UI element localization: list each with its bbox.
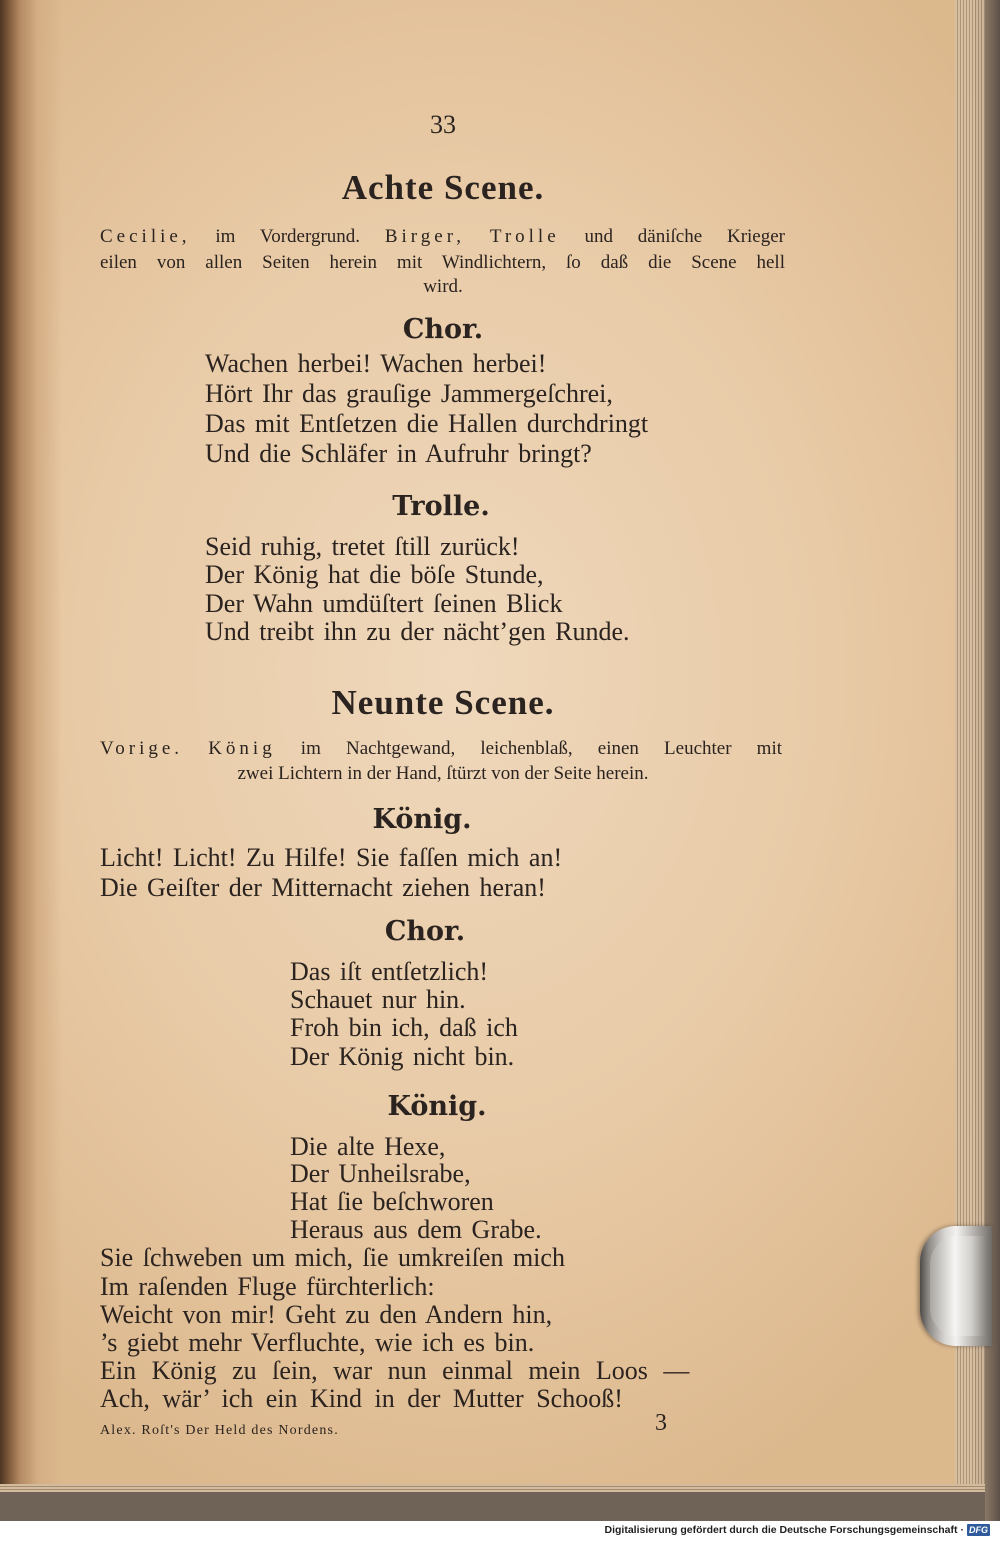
- direction-text: [183, 738, 208, 759]
- verse-line: Licht! Licht! Zu Hilfe! Sie faſſen mich an!: [100, 843, 563, 872]
- verse-line: Hört Ihr das grauſige Jammergeſchrei,: [205, 379, 613, 408]
- direction-text: eilen von allen Seiten herein mit Windlichtern, ſo daß die Scene hell: [100, 252, 785, 273]
- page-clip: [920, 1226, 992, 1346]
- printer-imprint: Alex. Roſt's Der Held des Nordens.: [100, 1423, 339, 1438]
- verse-line: Der Unheilsrabe,: [290, 1159, 471, 1188]
- digitization-notice: [605, 1524, 990, 1536]
- digitization-notice-bar: [0, 1521, 1000, 1541]
- scene-9-stage-direction-line: [143, 763, 743, 785]
- character-name: Trolle: [489, 226, 560, 247]
- page-number: 33: [430, 110, 456, 139]
- speaker-koenig: König.: [372, 804, 472, 835]
- verse-line: ’s giebt mehr Verfluchte, wie ich es bin.: [100, 1328, 535, 1357]
- character-name: Cecilie,: [100, 226, 191, 247]
- verse-line: Das mit Entſetzen die Hallen durchdringt: [205, 409, 649, 438]
- direction-text: wird.: [423, 276, 463, 297]
- character-name: König: [208, 738, 276, 759]
- verse-line: Und die Schläfer in Aufruhr bringt?: [205, 439, 592, 468]
- verse-line: Wachen herbei! Wachen herbei!: [205, 349, 547, 378]
- scene-9-stage-direction-line: [100, 738, 782, 760]
- book-binding-gutter: [0, 0, 62, 1488]
- verse-line: Ein König zu ſein, war nun einmal mein Loos —: [100, 1356, 690, 1385]
- verse-line: Sie ſchweben um mich, ſie umkreiſen mich: [100, 1243, 565, 1272]
- speaker-koenig: König.: [387, 1091, 487, 1122]
- notice-separator: ·: [960, 1524, 964, 1536]
- verse-line: Ach, wär’ ich ein Kind in der Mutter Schooß!: [100, 1384, 623, 1413]
- speaker-chor: Chor.: [384, 916, 466, 947]
- scene-8-stage-direction-line: [343, 276, 543, 298]
- scene-8-stage-direction-line: [100, 252, 785, 274]
- verse-line: Die alte Hexe,: [290, 1132, 446, 1161]
- speaker-trolle: Trolle.: [392, 491, 490, 522]
- verse-line: Froh bin ich, daß ich: [290, 1013, 518, 1042]
- direction-text: [465, 226, 490, 247]
- dfg-logo-icon: DFG: [969, 1525, 988, 1535]
- verse-line: Hat ſie beſchworen: [290, 1187, 494, 1216]
- verse-line: Heraus aus dem Grabe.: [290, 1215, 542, 1244]
- signature-mark: 3: [655, 1410, 667, 1436]
- notice-text: Digitalisierung gefördert durch die Deutsche Forschungsgemeinschaft: [604, 1524, 958, 1536]
- page-clip-highlight: [930, 1236, 985, 1336]
- character-name: Birger,: [384, 226, 466, 247]
- scene-8-stage-direction-line: [100, 226, 785, 248]
- verse-line: Schauet nur hin.: [290, 985, 466, 1014]
- verse-line: Weicht von mir! Geht zu den Andern hin,: [100, 1300, 553, 1329]
- direction-text: zwei Lichtern in der Hand, ſtürzt von der Seite herein.: [237, 763, 649, 784]
- verse-line: Die Geiſter der Mitternacht ziehen heran!: [100, 873, 546, 902]
- verse-line: Der König nicht bin.: [290, 1042, 515, 1071]
- direction-text: im Nachtgewand, leichenblaß, einen Leuchter mit: [275, 738, 782, 759]
- direction-text: im Vordergrund.: [190, 226, 385, 247]
- page-bottom-edge: [0, 1484, 985, 1492]
- scene-9-title: Neunte Scene.: [331, 683, 555, 722]
- speaker-chor: Chor.: [402, 314, 484, 345]
- verse-line: Der König hat die böſe Stunde,: [205, 560, 544, 589]
- character-name: Vorige.: [100, 738, 184, 759]
- scene-8-title: Achte Scene.: [341, 168, 545, 207]
- verse-line: Im raſenden Fluge fürchterlich:: [100, 1272, 435, 1301]
- verse-line: Seid ruhig, tretet ſtill zurück!: [205, 532, 520, 561]
- verse-line: Das iſt entſetzlich!: [290, 957, 489, 986]
- verse-line: Der Wahn umdüſtert ſeinen Blick: [205, 589, 563, 618]
- verse-line: Und treibt ihn zu der nächt’gen Runde.: [205, 617, 630, 646]
- direction-text: und däniſche Krieger: [559, 226, 785, 247]
